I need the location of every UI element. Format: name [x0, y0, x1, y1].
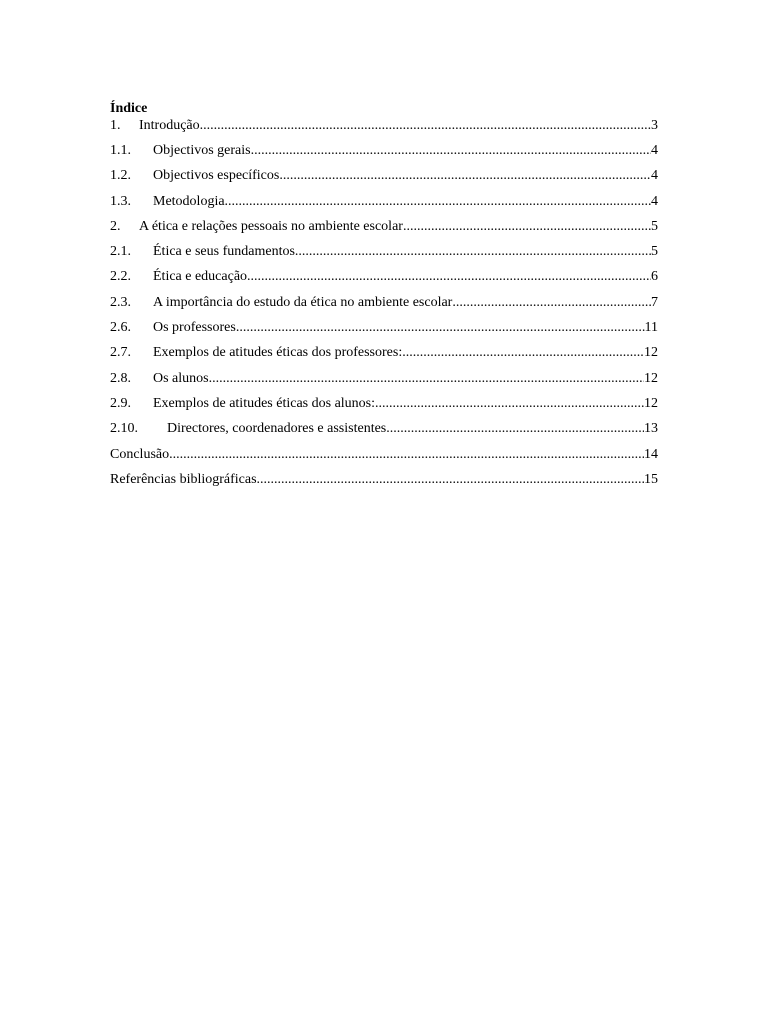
toc-dot-leader	[295, 243, 651, 260]
toc-entry-title: Directores, coordenadores e assistentes	[167, 421, 387, 437]
toc-entry-title: A ética e relações pessoais no ambiente escolar	[139, 218, 403, 234]
toc-entry[interactable]	[110, 420, 658, 445]
toc-entry-title: Os professores	[153, 320, 236, 336]
toc-entry-number: 2.1.	[110, 244, 131, 260]
toc-entry-page: 4	[651, 193, 658, 209]
toc-entry-number: 2.9.	[110, 395, 131, 411]
toc-entry-title: Conclusão	[110, 446, 170, 462]
toc-entry-number: 1.3.	[110, 193, 131, 209]
toc-entry[interactable]	[110, 268, 658, 293]
toc-entry-title: A importância do estudo da ética no ambiente escolar	[153, 294, 453, 310]
toc-dot-leader	[452, 294, 651, 311]
toc-entry[interactable]	[110, 142, 658, 167]
toc-entry[interactable]	[110, 446, 658, 471]
toc-entry-page: 7	[651, 294, 658, 310]
toc-title: Índice	[110, 101, 148, 116]
toc-dot-leader	[236, 319, 645, 336]
toc-entry-title: Objectivos específicos	[153, 168, 280, 184]
toc-dot-leader	[225, 193, 651, 210]
toc-dot-leader	[247, 268, 651, 285]
toc-entry-page: 13	[644, 421, 658, 437]
toc-entry-page: 5	[651, 244, 658, 260]
toc-entry-number: 2.7.	[110, 345, 131, 361]
toc-dot-leader	[279, 167, 651, 184]
toc-entry[interactable]	[110, 471, 658, 496]
toc-dot-leader	[386, 420, 644, 437]
toc-entry-number: 1.1.	[110, 143, 131, 158]
toc-entry-page: 14	[644, 446, 658, 462]
toc-entry-page: 12	[644, 370, 658, 386]
toc-entry-page: 3	[651, 118, 658, 133]
toc-entry[interactable]	[110, 193, 658, 218]
toc-entry-number: 2.	[110, 218, 121, 234]
toc-entry-page: 4	[651, 168, 658, 184]
toc-entry-page: 12	[644, 345, 658, 361]
toc-entry[interactable]	[110, 294, 658, 319]
toc-entry[interactable]	[110, 319, 658, 344]
toc-dot-leader	[403, 218, 651, 235]
toc-entry-number: 2.3.	[110, 294, 131, 310]
toc-dot-leader	[402, 344, 644, 361]
toc-entry[interactable]	[110, 370, 658, 395]
toc-dot-leader	[375, 395, 644, 412]
toc-entry[interactable]	[110, 218, 658, 243]
toc-entry-number: 2.10.	[110, 421, 138, 437]
toc-entry-title: Ética e educação	[153, 269, 248, 285]
toc-entry-number: 1.2.	[110, 168, 131, 184]
toc-entry[interactable]	[110, 117, 658, 142]
toc-entry-number: 2.6.	[110, 320, 131, 336]
toc-entry-title: Exemplos de atitudes éticas dos professores:	[153, 345, 403, 361]
toc-entry-page: 11	[644, 320, 658, 336]
toc-entry-title: Metodologia	[153, 193, 225, 209]
toc-entry-page: 12	[644, 395, 658, 411]
toc-entry-title: Introdução	[139, 118, 200, 133]
toc-entry-title: Os alunos	[153, 370, 209, 386]
toc-entry-number: 2.2.	[110, 269, 131, 285]
toc-entry-number: 2.8.	[110, 370, 131, 386]
toc-dot-leader	[251, 142, 651, 159]
toc-dot-leader	[209, 370, 644, 387]
toc-entry-page: 6	[651, 269, 658, 285]
toc-entry-number: 1.	[110, 118, 121, 133]
toc-entry-title: Ética e seus fundamentos	[153, 244, 295, 260]
toc-dot-leader	[257, 471, 644, 488]
toc-entry[interactable]	[110, 395, 658, 420]
toc-dot-leader	[200, 117, 651, 134]
toc-entry-page: 5	[651, 218, 658, 234]
toc-entry[interactable]	[110, 167, 658, 192]
toc-entry[interactable]	[110, 344, 658, 369]
toc-entry-page: 15	[644, 471, 658, 487]
toc-entry-page: 4	[651, 143, 658, 158]
toc-entry[interactable]	[110, 243, 658, 268]
toc-entry-title: Objectivos gerais	[153, 143, 251, 158]
toc-entry-title: Exemplos de atitudes éticas dos alunos:	[153, 395, 376, 411]
toc-dot-leader	[169, 446, 644, 463]
table-of-contents	[110, 100, 658, 496]
toc-entry-title: Referências bibliográficas	[110, 471, 257, 487]
